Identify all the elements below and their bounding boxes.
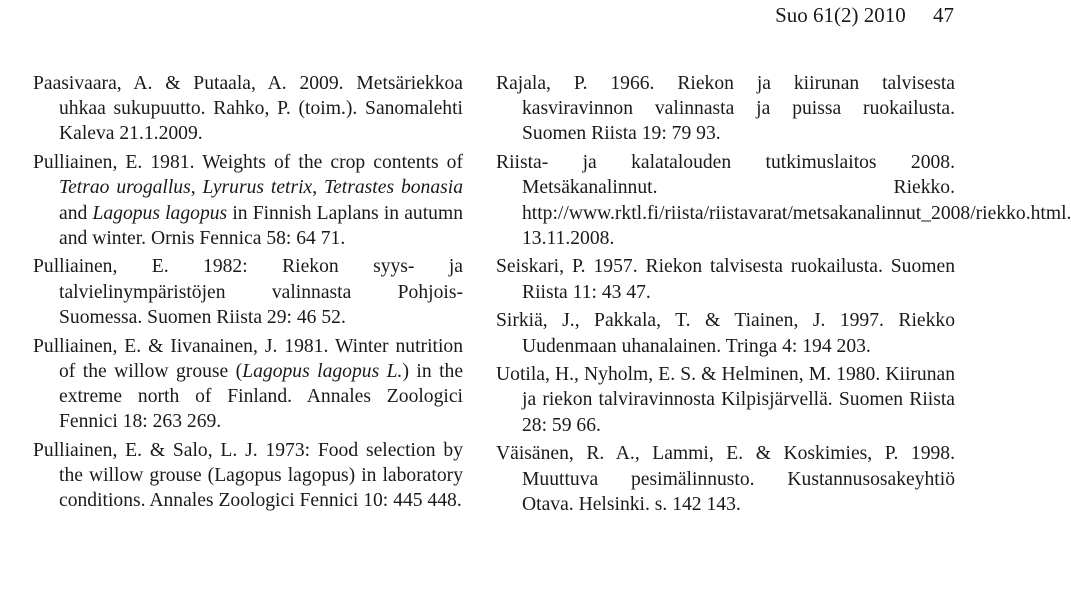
taxon-name: Lagopus lagopus L. <box>242 360 403 382</box>
reference-text: Pulliainen, E. 1981. Weights of the crop contents of <box>33 152 463 174</box>
reference-entry: Pulliainen, E. & Salo, L. J. 1973: Food selection by the willow grouse (Lagopus lagopus) in laboratory conditions. Annales Zoologici Fennici 10: 445 448. <box>33 439 463 512</box>
reference-entry: Rajala, P. 1966. Riekon ja kiirunan talvisesta kasviravinnon valinnasta ja puissa ruokailusta. Suomen Riista 19: 79 93. <box>496 73 955 145</box>
reference-entry: Riista- ja kalatalouden tutkimuslaitos 2008. Metsäkanalinnut. Riekko. http://www.rktl.fi/riista/riistavarat/metsakanalinnut_2008/riekko.html. 13.11.2008. <box>496 152 1071 249</box>
reference-entry: Uotila, H., Nyholm, E. S. & Helminen, M. 1980. Kiirunan ja riekon talviravinnosta Kilpisjärvellä. Suomen Riista 28: 59 66. <box>496 364 955 436</box>
taxon-name: Lagopus lagopus <box>92 202 228 224</box>
reference-text: and <box>59 202 93 224</box>
reference-entry: Väisänen, R. A., Lammi, E. & Koskimies, P. 1998. Muuttuva pesimälinnusto. Kustannusosakeyhtiö Otava. Helsinki. s. 142 143. <box>496 443 955 515</box>
page-header <box>775 2 954 28</box>
taxon-name: Tetrastes bonasia <box>324 177 463 199</box>
references-left-column <box>33 71 463 517</box>
reference-entry <box>33 334 463 435</box>
taxon-name: Tetrao urogallus <box>59 177 191 199</box>
reference-entry: Seiskari, P. 1957. Riekon talvisesta ruokailusta. Suomen Riista 11: 43 47. <box>496 256 955 303</box>
reference-text: in Finnish Laplans in autumn and winter. Ornis Fennica 58: 64 71. <box>59 202 463 249</box>
references-right-column <box>496 71 1071 520</box>
reference-entry: Paasivaara, A. & Putaala, A. 2009. Metsäriekkoa uhkaa sukupuutto. Rahko, P. (toim.). Sanomalehti Kaleva 21.1.2009. <box>33 73 463 145</box>
reference-text: , <box>190 177 203 199</box>
reference-text: Pulliainen, E. & Iivanainen, J. 1981. Winter nutrition of the willow grouse ( <box>33 335 463 382</box>
reference-entry: Pulliainen, E. 1982: Riekon syys- ja talvielinympäristöjen valinnasta Pohjois-Suomessa. Suomen Riista 29: 46 52. <box>33 256 463 328</box>
page-number: 47 <box>933 3 954 27</box>
reference-entry <box>33 150 463 251</box>
reference-text: ) in the extreme north of Finland. Annales Zoologici Fennici 18: 263 269. <box>59 360 464 433</box>
journal-citation: Suo 61(2) 2010 <box>775 3 906 27</box>
reference-text: , <box>312 177 325 199</box>
reference-entry: Sirkiä, J., Pakkala, T. & Tiainen, J. 1997. Riekko Uudenmaan uhanalainen. Tringa 4: 194 203. <box>496 310 955 357</box>
taxon-name: Lyrurus tetrix <box>202 177 313 199</box>
